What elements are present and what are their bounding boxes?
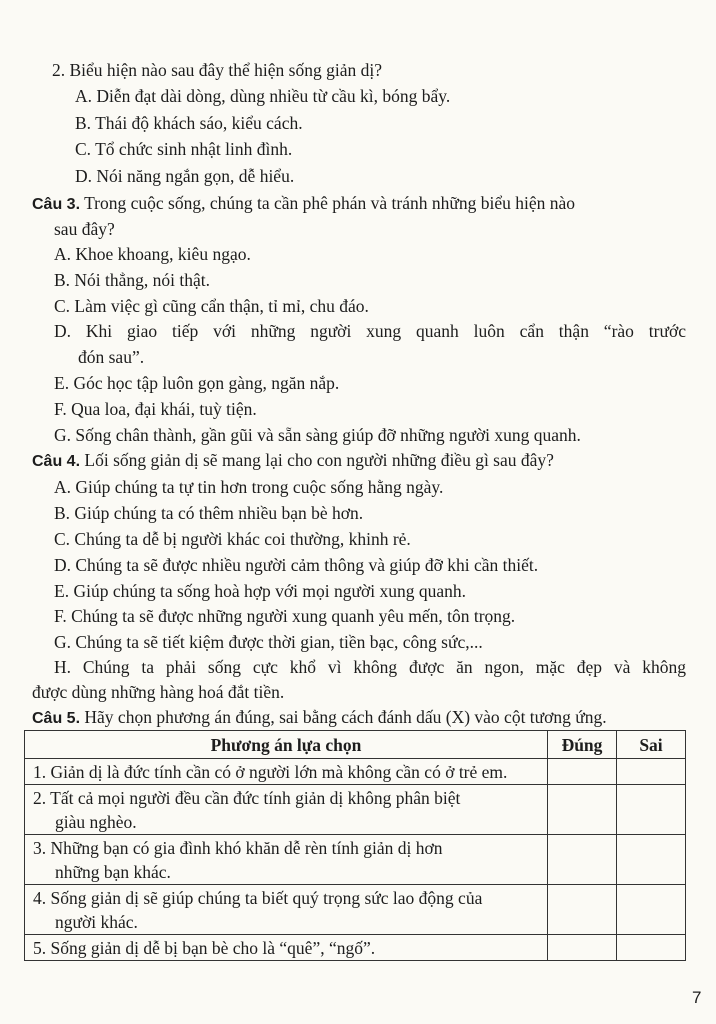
q4-option-e: E. Giúp chúng ta sống hoà hợp với mọi người xung quanh. [54,581,467,601]
q4-option-b: B. Giúp chúng ta có thêm nhiều bạn bè hơn. [54,503,364,523]
q5-text: Hãy chọn phương án đúng, sai bằng cách đánh dấu (X) vào cột tương ứng. [84,707,607,727]
q2-option-b: B. Thái độ khách sáo, kiểu cách. [75,113,303,133]
table-row [25,935,686,961]
q4-option-d: D. Chúng ta sẽ được nhiều người cảm thông và giúp đỡ khi cần thiết. [54,555,539,575]
statement-line: người khác. [55,911,138,932]
q3-question-cont: sau đây? [54,219,115,239]
q4-option-h: H. Chúng ta phải sống cực khổ vì không được ăn ngon, mặc đẹp và không [54,657,686,677]
q2-option-d: D. Nói năng ngắn gọn, dễ hiểu. [75,166,295,186]
q3-label: Câu 3. [32,196,81,213]
table-row [25,835,686,885]
correct-cell[interactable] [548,759,617,785]
statement [25,885,548,935]
q3-option-b: B. Nói thẳng, nói thật. [54,270,211,290]
answer-table [24,730,686,961]
q4-option-g: G. Chúng ta sẽ tiết kiệm được thời gian, tiền bạc, công sức,... [54,632,483,652]
q5-label: Câu 5. [32,710,81,727]
correct-cell[interactable] [548,935,617,961]
q3-option-c: C. Làm việc gì cũng cẩn thận, tỉ mỉ, chu đáo. [54,296,369,316]
q3-option-a: A. Khoe khoang, kiêu ngạo. [54,244,251,264]
wrong-cell[interactable] [617,785,686,835]
statement: 5. Sống giản dị dễ bị bạn bè cho là “quê”, “ngố”. [25,935,548,961]
table-header [25,731,686,759]
statement-line: 3. Những bạn có gia đình khó khăn dễ rèn tính giản dị hơn [33,837,443,858]
statement: 1. Giản dị là đức tính cần có ở người lớn mà không cần có ở trẻ em. [25,759,548,785]
q5-question [32,707,607,729]
header-wrong: Sai [617,731,686,759]
q2-option-c: C. Tổ chức sinh nhật linh đình. [75,139,293,159]
q3-option-f: F. Qua loa, đại khái, tuỳ tiện. [54,399,257,419]
statement-line: giàu nghèo. [55,811,137,832]
q3-option-e: E. Góc học tập luôn gọn gàng, ngăn nắp. [54,373,340,393]
q2-question: 2. Biểu hiện nào sau đây thể hiện sống giản dị? [52,60,382,80]
statement-line: 4. Sống giản dị sẽ giúp chúng ta biết quý trọng sức lao động của [33,887,483,908]
table-row [25,759,686,785]
q3-option-d: D. Khi giao tiếp với những người xung quanh luôn cẩn thận “rào trước [54,321,686,341]
wrong-cell[interactable] [617,835,686,885]
q4-text: Lối sống giản dị sẽ mang lại cho con người những điều gì sau đây? [84,450,554,470]
header-options: Phương án lựa chọn [25,731,548,759]
header-correct: Đúng [548,731,617,759]
correct-cell[interactable] [548,835,617,885]
wrong-cell[interactable] [617,759,686,785]
q4-option-c: C. Chúng ta dễ bị người khác coi thường, khinh rẻ. [54,529,411,549]
table-row [25,785,686,835]
q4-question [32,450,554,472]
q3-option-d-cont: đón sau”. [78,347,145,367]
wrong-cell[interactable] [617,885,686,935]
q4-option-a: A. Giúp chúng ta tự tin hơn trong cuộc sống hằng ngày. [54,477,444,497]
q4-option-h-cont: được dùng những hàng hoá đắt tiền. [32,682,285,702]
page-number: 7 [692,988,702,1007]
table-row [25,885,686,935]
q3-option-g: G. Sống chân thành, gần gũi và sẵn sàng giúp đỡ những người xung quanh. [54,425,581,445]
q2-option-a: A. Diễn đạt dài dòng, dùng nhiều từ cầu kì, bóng bẩy. [75,86,451,106]
statement [25,835,548,885]
q4-label: Câu 4. [32,453,81,470]
q3-question [32,193,575,215]
q3-text: Trong cuộc sống, chúng ta cần phê phán và tránh những biểu hiện nào [84,193,576,213]
statement [25,785,548,835]
correct-cell[interactable] [548,785,617,835]
q4-option-f: F. Chúng ta sẽ được những người xung quanh yêu mến, tôn trọng. [54,606,516,626]
correct-cell[interactable] [548,885,617,935]
statement-line: 2. Tất cả mọi người đều cần đức tính giản dị không phân biệt [33,787,461,808]
statement-line: những bạn khác. [55,861,171,882]
wrong-cell[interactable] [617,935,686,961]
